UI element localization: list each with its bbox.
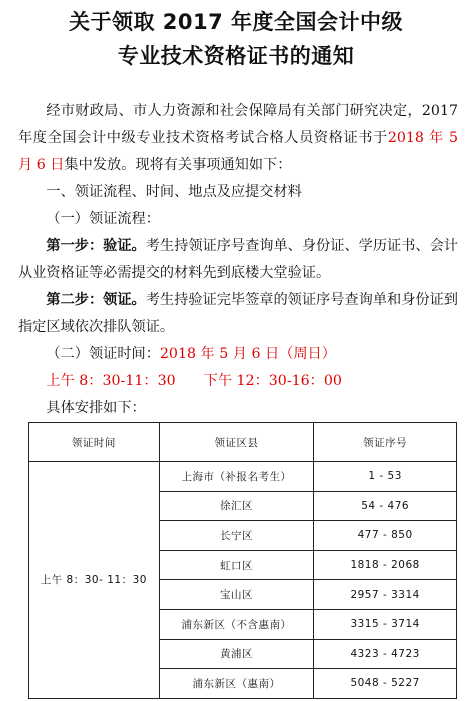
- arrangement-heading: 具体安排如下：: [46, 400, 146, 416]
- district-cell: 宝山区: [159, 580, 314, 610]
- section-heading-1: 一、领证流程、时间、地点及应提交材料: [46, 184, 302, 200]
- time-label: （二）领证时间：: [46, 346, 160, 362]
- table-header-row: [29, 423, 457, 462]
- notice-title-line1: 关于领取 2017 年度全国会计中级: [68, 10, 404, 34]
- intro-text-1: 经市财政局、市人力资源和社会保障局有关部门研究决定，2017 年度全国会计中级专业技术资格考试合格人员资格证书于: [18, 103, 458, 146]
- district-cell: 黄浦区: [159, 639, 314, 669]
- district-cell: 浦东新区（惠南）: [159, 669, 314, 699]
- step2-paragraph: [18, 287, 458, 341]
- district-cell: 长宁区: [159, 521, 314, 551]
- district-cell: 上海市（补报名考生）: [159, 462, 314, 492]
- range-cell: 2957 - 3314: [314, 580, 457, 610]
- range-cell: 1 - 53: [314, 462, 457, 492]
- range-cell: 1818 - 2068: [314, 550, 457, 580]
- time-cell: 上午 8：30- 11：30: [29, 462, 160, 699]
- range-cell: 3315 - 3714: [314, 609, 457, 639]
- range-cell: 477 - 850: [314, 521, 457, 551]
- step1-paragraph: [18, 233, 458, 287]
- time-slots: [18, 368, 458, 395]
- district-cell: 浦东新区（不含惠南）: [159, 609, 314, 639]
- schedule-table: [28, 422, 457, 699]
- table-row: [29, 462, 457, 492]
- notice-title-line2: 专业技术资格证书的通知: [117, 44, 355, 68]
- step2-label: 第二步：领证。: [46, 292, 146, 308]
- header-time: 领证时间: [29, 423, 160, 462]
- range-cell: 5048 - 5227: [314, 669, 457, 699]
- header-range: 领证序号: [314, 423, 457, 462]
- collection-date: 2018 年 5 月 6 日（周日）: [159, 346, 336, 362]
- afternoon-slot: 下午 12：30-16：00: [203, 373, 342, 389]
- header-district: 领证区县: [159, 423, 314, 462]
- intro-paragraph: [18, 98, 458, 179]
- district-cell: 虹口区: [159, 550, 314, 580]
- step1-text: 考生持领证序号查询单、身份证、学历证书、会计从业资格证等必需提交的材料先到底楼大堂验证。: [18, 238, 458, 281]
- step1-label: 第一步：验证。: [46, 238, 146, 254]
- issue-date: 2018 年 5 月 6 日: [18, 130, 458, 173]
- district-cell: 徐汇区: [159, 491, 314, 521]
- range-cell: 4323 - 4723: [314, 639, 457, 669]
- morning-slot: 上午 8：30-11：30: [46, 373, 176, 389]
- step2-text: 考生持验证完毕签章的领证序号查询单和身份证到指定区域依次排队领证。: [18, 292, 458, 335]
- intro-text-2: 集中发放。现将有关事项通知如下：: [64, 157, 292, 173]
- range-cell: 54 - 476: [314, 491, 457, 521]
- subsection-procedure: （一）领证流程：: [46, 211, 160, 227]
- time-paragraph: [18, 341, 458, 368]
- notice-body: [18, 98, 458, 422]
